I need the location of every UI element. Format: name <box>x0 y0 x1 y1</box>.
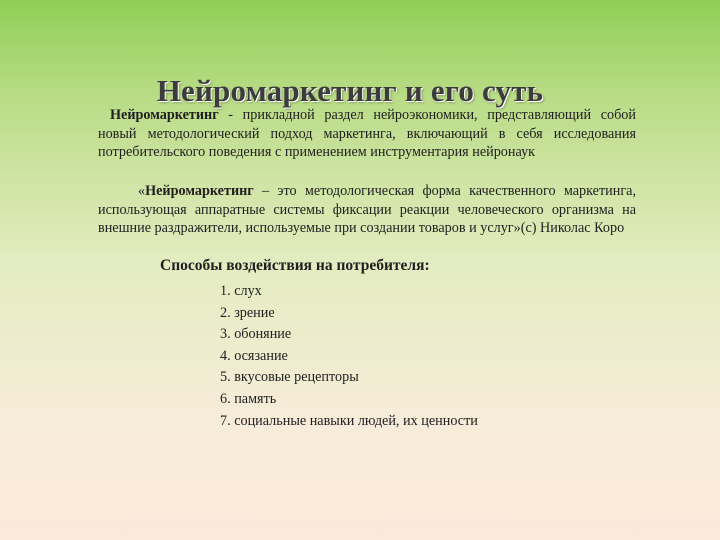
list-item: 2. зрение <box>220 304 275 321</box>
list-item: 4. осязание <box>220 347 288 364</box>
list-item: 1. слух <box>220 283 262 299</box>
methods-heading: Способы воздействия на потребителя: <box>160 257 430 274</box>
quote-term: Нейромаркетинг <box>145 183 254 199</box>
quote-text: – это методологическая форма качественного маркетинга, использующая аппаратные системы фиксации реакции человеческого организма на внешние раздражители, используемые при создании товаров и услуг»(с) Николас Коро <box>98 183 636 236</box>
list-item: 7. социальные навыки людей, их ценности <box>220 412 478 429</box>
quote-paragraph <box>98 182 636 238</box>
list-item: 6. память <box>220 390 277 407</box>
definition-term: Нейромаркетинг <box>110 107 219 123</box>
definition-paragraph <box>98 106 636 162</box>
methods-list <box>220 281 478 432</box>
list-item: 5. вкусовые рецепторы <box>220 369 359 386</box>
list-item: 3. обоняние <box>220 326 292 343</box>
slide-title: Нейромаркетинг и его суть <box>156 72 544 108</box>
definition-text: - прикладной раздел нейроэкономики, представляющий собой новый методологический подход маркетинга, включающий в себя исследования потребительского поведения с применением инструментария нейронаук <box>98 107 636 160</box>
quote-open-mark: « <box>138 183 146 199</box>
